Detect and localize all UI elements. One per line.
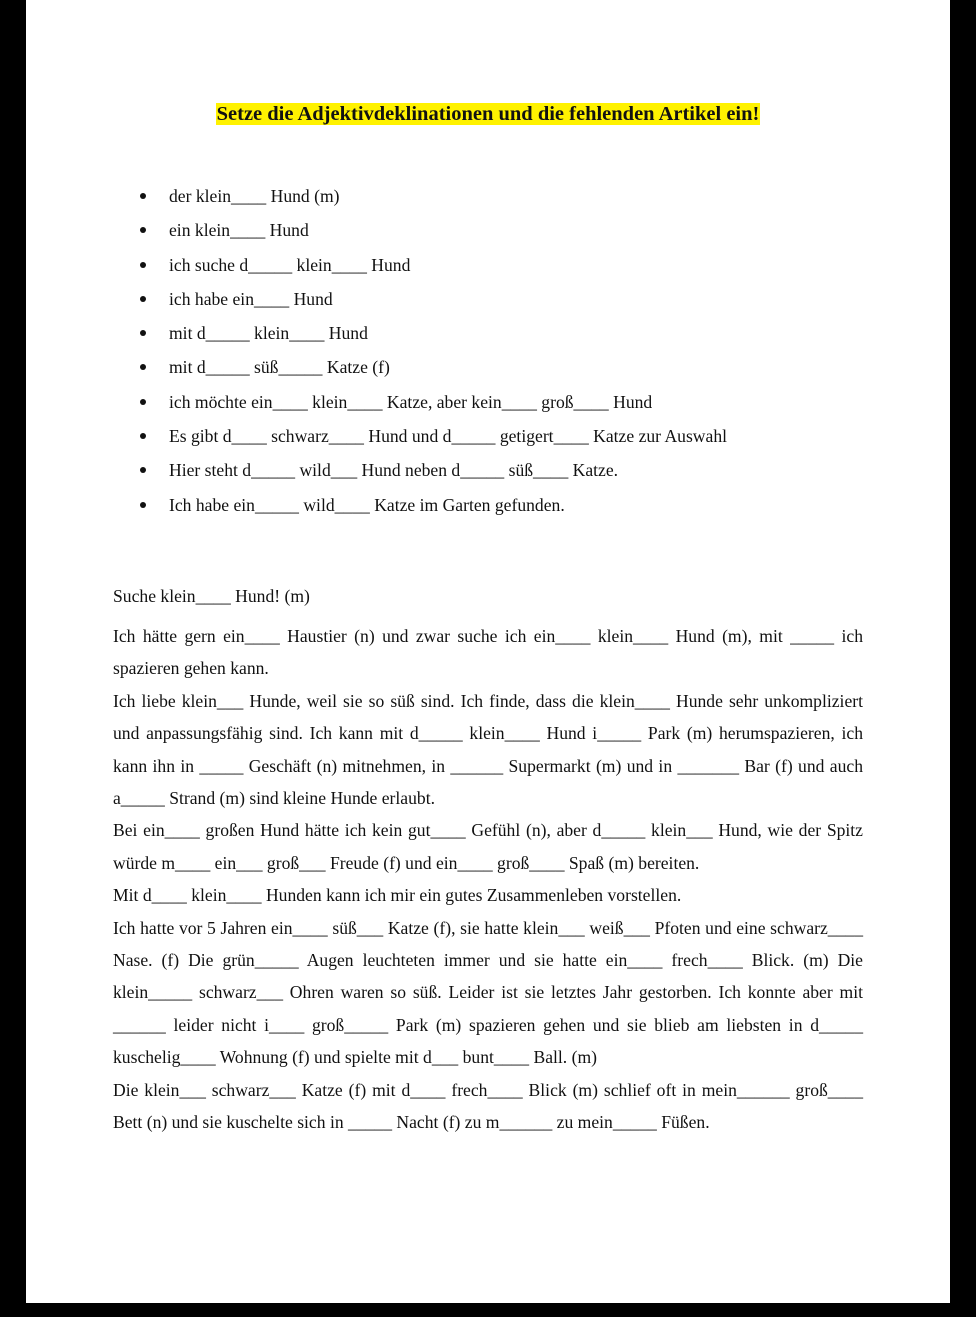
exercise-item: Hier steht d_____ wild___ Hund neben d_____ süß____ Katze. (112, 457, 727, 491)
exercise-item: ein klein____ Hund (112, 217, 727, 251)
exercise-item: ich möchte ein____ klein____ Katze, aber kein____ groß____ Hund (112, 389, 727, 423)
exercise-item: der klein____ Hund (m) (112, 183, 727, 217)
story-paragraph: Ich hatte vor 5 Jahren ein____ süß___ Katze (f), sie hatte klein___ weiß___ Pfoten und eine schwarz____ Nase. (f) Die grün_____ Augen leuchteten immer und sie hatte ein____ frech____ Blick. (m) Die klein_____ schwarz___ Ohren waren so süß. Leider ist sie letztes Jahr gestorben. Ich konnte aber mit ______ leider nicht i____ groß_____ Park (m) spazieren gehen und sie blieb am liebsten in d_____ kuschelig____ Wohnung (f) und spielte mit d___ bunt____ Ball. (m) (113, 917, 863, 1068)
worksheet-title (26, 103, 950, 126)
exercise-item: Ich habe ein_____ wild____ Katze im Garten gefunden. (112, 492, 727, 526)
exercise-item: Es gibt d____ schwarz____ Hund und d_____ getigert____ Katze zur Auswahl (112, 423, 727, 457)
exercise-item: ich suche d_____ klein____ Hund (112, 252, 727, 286)
story-text (113, 620, 863, 1139)
exercise-item: mit d_____ süß_____ Katze (f) (112, 354, 727, 388)
story-heading: Suche klein____ Hund! (m) (113, 586, 310, 606)
exercise-item: mit d_____ klein____ Hund (112, 320, 727, 354)
story-paragraph: Bei ein____ großen Hund hätte ich kein gut____ Gefühl (n), aber d_____ klein___ Hund, wie der Spitz würde m____ ein___ groß___ Freude (f) und ein____ groß____ Spaß (m) bereiten. (113, 820, 863, 873)
worksheet-page (26, 0, 950, 1303)
story-paragraph: Mit d____ klein____ Hunden kann ich mir ein gutes Zusammenleben vorstellen. (113, 885, 682, 906)
exercise-list (112, 183, 727, 526)
title-text: Setze die Adjektivdeklinationen und die fehlenden Artikel ein! (216, 103, 760, 125)
story-paragraph: Die klein___ schwarz___ Katze (f) mit d____ frech____ Blick (m) schlief oft in mein______ groß____ Bett (n) und sie kuschelte sich in _____ Nacht (f) zu m______ zu mein_____ Füßen. (113, 1079, 863, 1133)
story-paragraph: Ich hätte gern ein____ Haustier (n) und zwar suche ich ein____ klein____ Hund (m), mit _____ ich spazieren gehen kann. (113, 626, 863, 679)
exercise-item: ich habe ein____ Hund (112, 286, 727, 320)
story-paragraph: Ich liebe klein___ Hunde, weil sie so süß sind. Ich finde, dass die klein____ Hunde sehr unkompliziert und anpassungsfähig sind. Ich kann mit d_____ klein____ Hund i_____ Park (m) herumspazieren, ich kann ihn in _____ Geschäft (n) mitnehmen, in ______ Supermarkt (m) und in _______ Bar (f) und auch a_____ Strand (m) sind kleine Hunde erlaubt. (113, 690, 863, 809)
